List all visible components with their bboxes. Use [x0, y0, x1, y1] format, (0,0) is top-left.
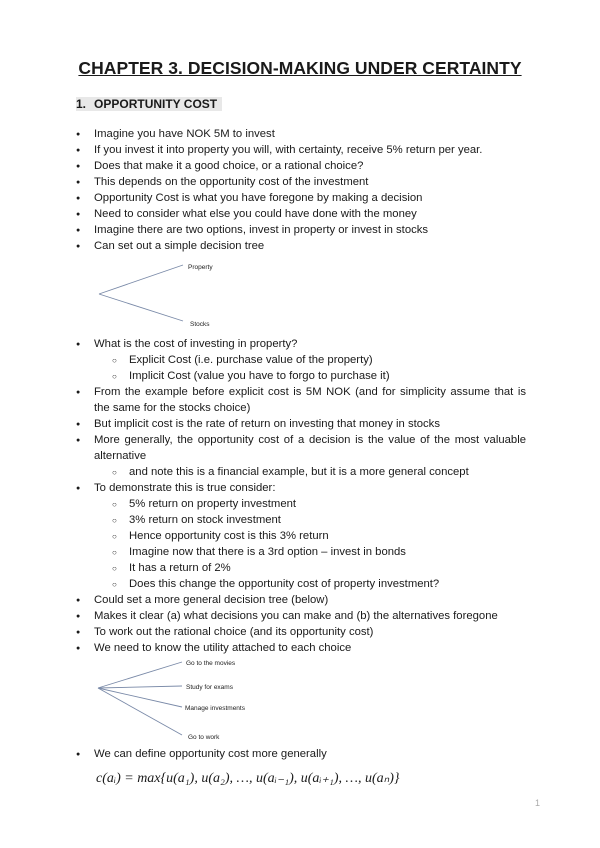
- sub-list-item: ○ Does this change the opportunity cost of property investment?: [129, 578, 439, 591]
- sub-list-item: ○ 3% return on stock investment: [129, 514, 281, 527]
- list-item: ● We need to know the utility attached to each choice: [94, 642, 351, 655]
- list-item: ● Does that make it a good choice, or a rational choice?: [94, 160, 363, 173]
- sub-list-item: ○ 5% return on property investment: [129, 498, 296, 511]
- list-item: ● Need to consider what else you could have done with the money: [94, 208, 417, 221]
- sub-list-item: ○ and note this is a financial example, but it is a more general concept: [129, 466, 469, 479]
- list-item: ● Makes it clear (a) what decisions you can make and (b) the alternatives foregone: [94, 610, 498, 623]
- sub-list-item: ○ It has a return of 2%: [129, 562, 231, 575]
- list-item: ● Opportunity Cost is what you have foregone by making a decision: [94, 192, 422, 205]
- sub-list-item: ○ Hence opportunity cost is this 3% return: [129, 530, 329, 543]
- list-item-continuation: the same for the stocks choice): [94, 402, 251, 414]
- tree-branch: [98, 688, 182, 735]
- list-item: ● Can set out a simple decision tree: [94, 240, 264, 253]
- tree-label-work: Go to work: [188, 734, 220, 741]
- list-item: ● But implicit cost is the rate of return on investing that money in stocks: [94, 418, 440, 431]
- tree-label-study: Study for exams: [186, 684, 233, 691]
- section-label: OPPORTUNITY COST: [94, 97, 218, 111]
- sub-list-item: ○ Imagine now that there is a 3rd option – invest in bonds: [129, 546, 406, 559]
- tree-label-property: Property: [188, 264, 213, 271]
- chapter-title: CHAPTER 3. DECISION-MAKING UNDER CERTAINTY: [78, 58, 522, 78]
- tree-label-movies: Go to the movies: [186, 660, 236, 667]
- tree-label-investments: Manage investments: [185, 705, 245, 712]
- list-item: ● More generally, the opportunity cost of a decision is the value of the most valuable: [94, 434, 526, 447]
- opportunity-cost-formula: c(aᵢ) = max{u(a₁), u(a₂), …, u(aᵢ₋₁), u(aᵢ₊₁), …, u(aₙ)}: [96, 771, 400, 786]
- tree-branch: [98, 688, 182, 707]
- list-item: ● Imagine you have NOK 5M to invest: [94, 128, 275, 141]
- tree-branch: [98, 662, 182, 688]
- sub-list-item: ○ Implicit Cost (value you have to forgo to purchase it): [129, 370, 390, 383]
- list-item: ● If you invest it into property you will, with certainty, receive 5% return per year.: [94, 144, 482, 157]
- tree-branch: [98, 686, 182, 688]
- sub-list-item: ○ Explicit Cost (i.e. purchase value of the property): [129, 354, 373, 367]
- list-item-continuation: alternative: [94, 450, 147, 462]
- page-number: 1: [535, 798, 541, 808]
- list-item: ● To work out the rational choice (and its opportunity cost): [94, 626, 373, 639]
- list-item: ● Imagine there are two options, invest in property or invest in stocks: [94, 224, 428, 237]
- list-item: ● We can define opportunity cost more generally: [94, 748, 327, 761]
- list-item: ● This depends on the opportunity cost of the investment: [94, 176, 368, 189]
- list-item: ● From the example before explicit cost is 5M NOK (and for simplicity assume that is: [94, 386, 526, 399]
- section-number: 1.: [76, 97, 87, 111]
- tree-label-stocks: Stocks: [190, 321, 210, 328]
- list-item: ● To demonstrate this is true consider:: [94, 482, 275, 495]
- list-item: ● Could set a more general decision tree (below): [94, 594, 328, 607]
- list-item: ● What is the cost of investing in property?: [94, 338, 297, 351]
